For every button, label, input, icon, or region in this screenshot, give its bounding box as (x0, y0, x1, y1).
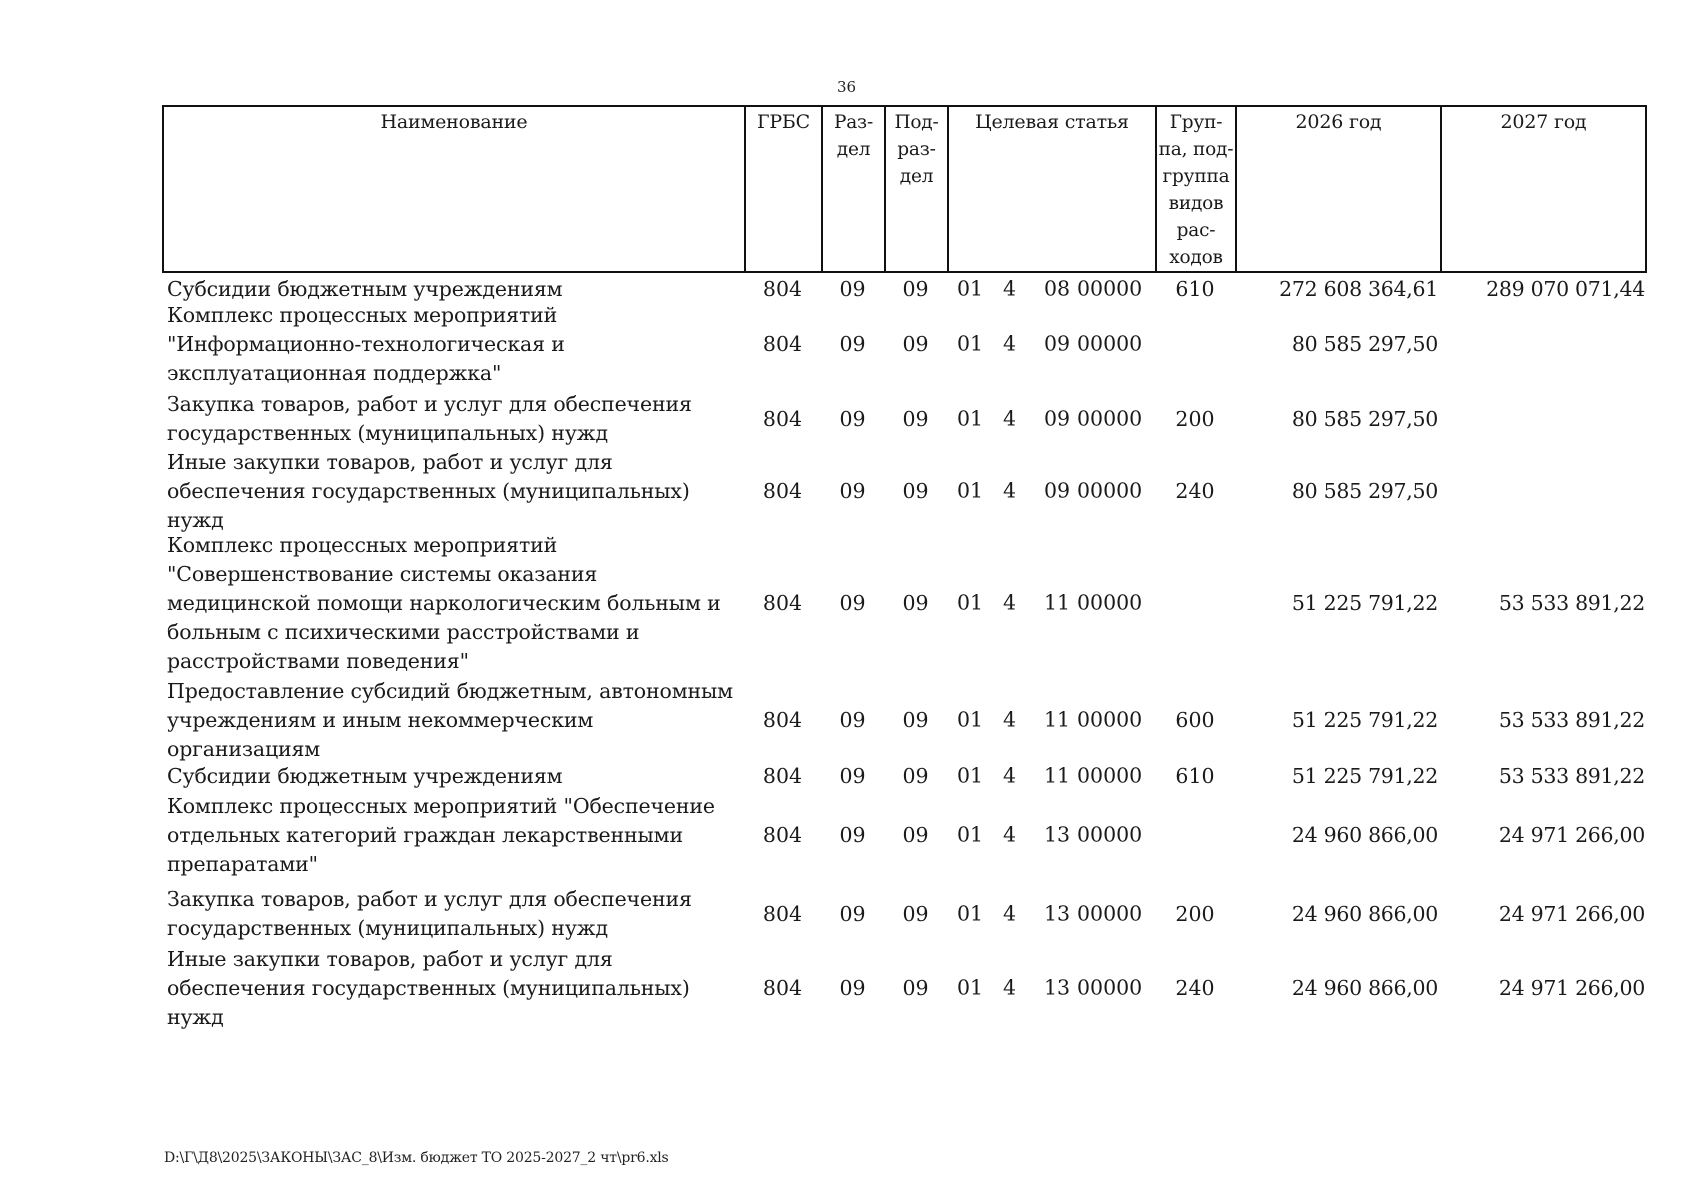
row-target-article (947, 527, 1155, 679)
row-target-complex: 13 (1044, 822, 1071, 847)
row-target-program: 01 (957, 975, 984, 1000)
row-grbs: 804 (762, 763, 803, 788)
row-expense-group: 240 (1175, 478, 1215, 503)
row-razdel: 09 (839, 478, 866, 503)
row-expense-group: 600 (1175, 707, 1215, 732)
row-target-program: 01 (957, 276, 984, 301)
row-grbs: 804 (762, 707, 803, 732)
row-target-article (947, 383, 1155, 455)
row-grbs: 804 (762, 331, 803, 356)
row-grbs: 804 (762, 975, 803, 1000)
header-podrazdel-label: Под- раз- дел (894, 112, 939, 187)
row-expense-group: 200 (1175, 901, 1215, 926)
row-expense-group (1155, 305, 1235, 383)
row-razdel: 09 (839, 822, 866, 847)
row-target-complex: 09 (1044, 331, 1071, 356)
row-target-direction: 00000 (1077, 276, 1143, 301)
row-expense-group (1155, 791, 1235, 879)
header-name-label: Наименование (380, 111, 528, 133)
row-razdel: 09 (839, 901, 866, 926)
header-expense-group-label: Груп- па, под- группа видов рас- ходов (1158, 112, 1234, 268)
row-amount-2026: 51 225 791,22 (1291, 763, 1438, 788)
row-razdel: 09 (839, 406, 866, 431)
row-name: Иные закупки товаров, работ и услуг для обеспечения государственных (муниципальных) нужд (167, 946, 690, 1029)
row-target-program: 01 (957, 822, 984, 847)
row-razdel: 09 (839, 590, 866, 615)
row-amount-2026: 272 608 364,61 (1279, 276, 1438, 301)
row-razdel: 09 (839, 975, 866, 1000)
row-target-direction: 00000 (1077, 478, 1143, 503)
row-target-complex: 13 (1044, 975, 1071, 1000)
row-name: Комплекс процессных мероприятий "Информационно-технологическая и эксплуатационная поддержка" (167, 302, 565, 385)
row-amount-2026: 80 585 297,50 (1291, 406, 1438, 431)
row-target-complex: 13 (1044, 901, 1071, 926)
row-amount-2026: 24 960 866,00 (1291, 975, 1438, 1000)
row-target-program: 01 (957, 331, 984, 356)
row-target-direction: 00000 (1077, 975, 1143, 1000)
budget-table (162, 105, 1647, 1027)
row-target-type: 4 (1003, 763, 1017, 788)
row-target-complex: 09 (1044, 406, 1071, 431)
row-podrazdel: 09 (902, 276, 929, 301)
row-name: Иные закупки товаров, работ и услуг для обеспечения государственных (муниципальных) нужд (167, 449, 690, 532)
row-target-type: 4 (1003, 707, 1017, 732)
row-amount-2026: 24 960 866,00 (1291, 901, 1438, 926)
row-target-program: 01 (957, 707, 984, 732)
row-name: Субсидии бюджетным учреждениям (167, 763, 563, 788)
row-target-article (947, 949, 1155, 1027)
row-amount-2027: 53 533 891,22 (1498, 763, 1645, 788)
row-razdel: 09 (839, 331, 866, 356)
row-target-direction: 00000 (1077, 763, 1143, 788)
row-target-program: 01 (957, 901, 984, 926)
row-podrazdel: 09 (902, 975, 929, 1000)
row-amount-2026: 80 585 297,50 (1291, 331, 1438, 356)
row-target-complex: 08 (1044, 276, 1071, 301)
row-target-program: 01 (957, 763, 984, 788)
row-target-type: 4 (1003, 406, 1017, 431)
row-target-article (947, 879, 1155, 949)
row-podrazdel: 09 (902, 406, 929, 431)
row-name: Комплекс процессных мероприятий "Совершенствование системы оказания медицинской помощи наркологическим больным и больным с психическими расстройствами и расстройствами поведения" (167, 532, 721, 673)
row-amount-2027: 24 971 266,00 (1498, 901, 1645, 926)
header-name (162, 105, 744, 273)
row-podrazdel: 09 (902, 478, 929, 503)
header-target-article (947, 105, 1155, 273)
row-target-direction: 00000 (1077, 331, 1143, 356)
row-grbs: 804 (762, 590, 803, 615)
row-amount-2027: 53 533 891,22 (1498, 707, 1645, 732)
row-target-article (947, 761, 1155, 791)
header-year-2026 (1235, 105, 1440, 273)
row-target-complex: 09 (1044, 478, 1071, 503)
row-target-type: 4 (1003, 975, 1017, 1000)
row-podrazdel: 09 (902, 590, 929, 615)
row-podrazdel: 09 (902, 901, 929, 926)
header-razdel-label: Раз- дел (833, 112, 874, 160)
header-razdel (821, 105, 884, 273)
row-target-program: 01 (957, 406, 984, 431)
row-name: Закупка товаров, работ и услуг для обеспечения государственных (муниципальных) нужд (167, 392, 692, 445)
row-amount-2027 (1440, 383, 1647, 455)
row-amount-2027 (1440, 455, 1647, 527)
row-target-article (947, 273, 1155, 305)
row-target-type: 4 (1003, 331, 1017, 356)
header-target-article-label: Целевая статья (975, 111, 1129, 133)
row-amount-2027: 24 971 266,00 (1498, 822, 1645, 847)
row-amount-2027 (1440, 305, 1647, 383)
row-expense-group: 610 (1175, 763, 1215, 788)
row-target-article (947, 791, 1155, 879)
row-podrazdel: 09 (902, 707, 929, 732)
row-razdel: 09 (839, 763, 866, 788)
row-amount-2026: 51 225 791,22 (1291, 707, 1438, 732)
row-grbs: 804 (762, 901, 803, 926)
page-number: 36 (836, 78, 857, 96)
row-amount-2026: 51 225 791,22 (1291, 590, 1438, 615)
row-expense-group (1155, 527, 1235, 679)
row-target-article (947, 455, 1155, 527)
row-expense-group: 200 (1175, 406, 1215, 431)
row-target-article (947, 305, 1155, 383)
header-year-2027 (1440, 105, 1647, 273)
row-target-complex: 11 (1044, 763, 1071, 788)
row-target-direction: 00000 (1077, 707, 1143, 732)
row-target-direction: 00000 (1077, 590, 1143, 615)
row-amount-2027: 24 971 266,00 (1498, 975, 1645, 1000)
row-target-program: 01 (957, 590, 984, 615)
row-name: Комплекс процессных мероприятий "Обеспечение отдельных категорий граждан лекарственными препаратами" (167, 793, 715, 876)
row-target-complex: 11 (1044, 590, 1071, 615)
row-razdel: 09 (839, 276, 866, 301)
file-path: D:\Г\Д8\2025\ЗАКОНЫ\ЗАС_8\Изм. бюджет ТО 2025-2027_2 чт\pr6.xls (164, 1150, 669, 1166)
row-grbs: 804 (762, 478, 803, 503)
header-grbs-label: ГРБС (756, 111, 811, 133)
row-target-article (947, 679, 1155, 761)
header-podrazdel (884, 105, 947, 273)
row-razdel: 09 (839, 707, 866, 732)
row-name: Закупка товаров, работ и услуг для обеспечения государственных (муниципальных) нужд (167, 887, 692, 940)
row-target-type: 4 (1003, 276, 1017, 301)
row-target-direction: 00000 (1077, 901, 1143, 926)
header-grbs (744, 105, 821, 273)
row-grbs: 804 (762, 406, 803, 431)
row-grbs: 804 (762, 276, 803, 301)
row-target-type: 4 (1003, 590, 1017, 615)
row-target-type: 4 (1003, 822, 1017, 847)
row-target-complex: 11 (1044, 707, 1071, 732)
row-amount-2027: 289 070 071,44 (1486, 276, 1645, 301)
row-grbs: 804 (762, 822, 803, 847)
row-name: Субсидии бюджетным учреждениям (167, 276, 563, 301)
header-year-2027-label: 2027 год (1500, 111, 1587, 133)
row-target-direction: 00000 (1077, 406, 1143, 431)
header-expense-group (1155, 105, 1235, 273)
row-podrazdel: 09 (902, 331, 929, 356)
row-name: Предоставление субсидий бюджетным, автономным учреждениям и иным некоммерческим организациям (167, 678, 733, 761)
row-podrazdel: 09 (902, 763, 929, 788)
row-target-program: 01 (957, 478, 984, 503)
row-podrazdel: 09 (902, 822, 929, 847)
row-amount-2026: 24 960 866,00 (1291, 822, 1438, 847)
row-expense-group: 610 (1175, 276, 1215, 301)
row-expense-group: 240 (1175, 975, 1215, 1000)
header-year-2026-label: 2026 год (1295, 111, 1382, 133)
row-amount-2026: 80 585 297,50 (1291, 478, 1438, 503)
row-amount-2027: 53 533 891,22 (1498, 590, 1645, 615)
row-target-type: 4 (1003, 478, 1017, 503)
row-target-type: 4 (1003, 901, 1017, 926)
row-target-direction: 00000 (1077, 822, 1143, 847)
